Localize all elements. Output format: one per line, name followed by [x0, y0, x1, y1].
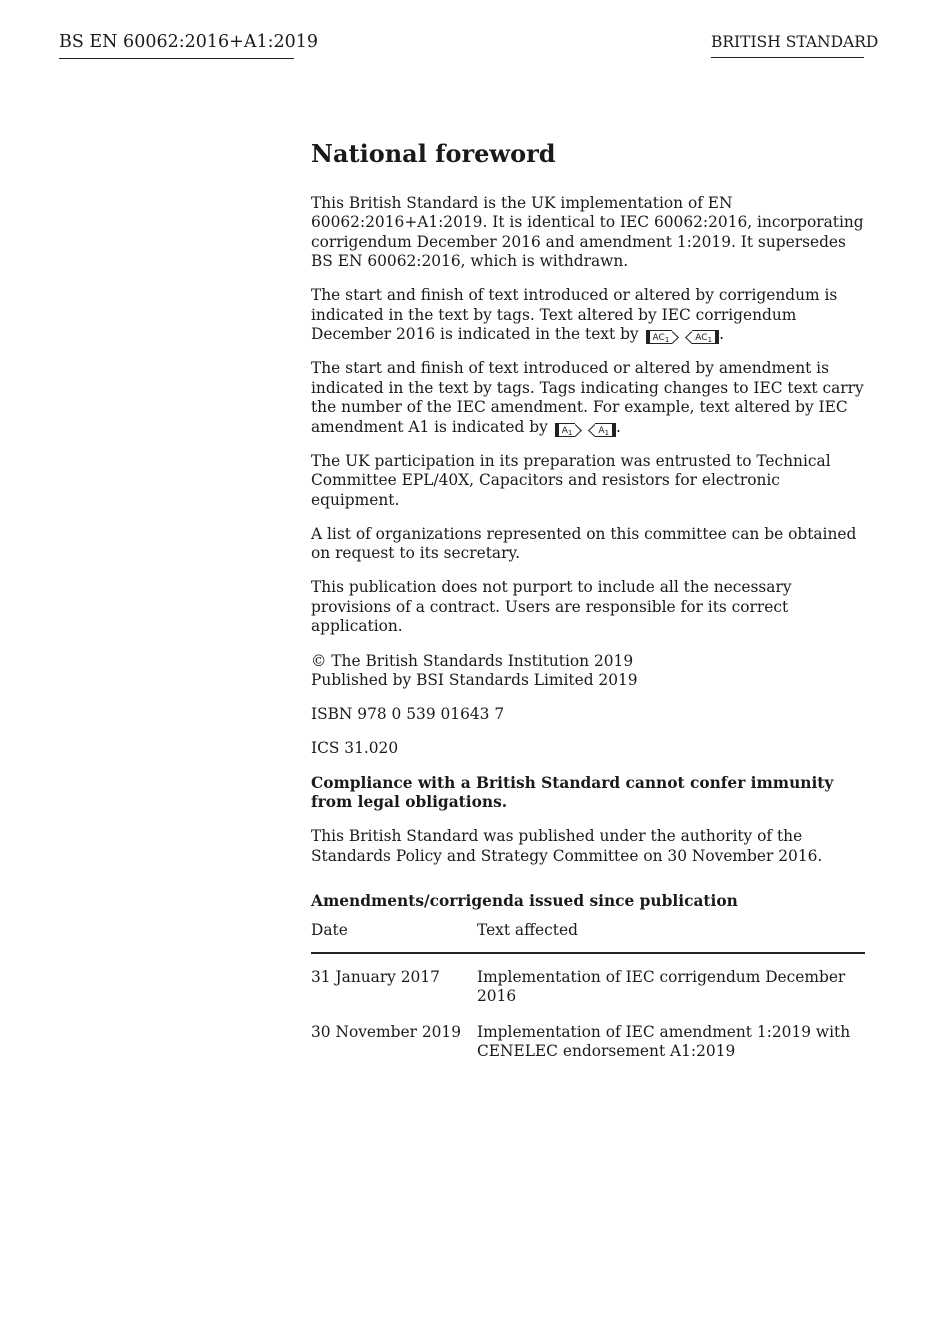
amendment-open-tag-icon: $A_1$	[555, 423, 576, 437]
provisions-paragraph: This publication does not purport to include all the necessary provisions of a contract. Users are responsible for its correct application.	[311, 578, 792, 636]
compliance-notice: Compliance with a British Standard cannot confer immunity from legal obligations.	[311, 773, 834, 811]
publisher-line: Published by BSI Standards Limited 2019	[311, 670, 638, 689]
committee-paragraph: The UK participation in its preparation was entrusted to Technical Committee EPL/40X, Capacitors and resistors for electronic equipment.	[311, 451, 831, 509]
corrigendum-close-tag-icon: $AC_1$	[692, 330, 719, 344]
amendment-text: The start and finish of text introduced or altered by amendment is indicated in the text by tags. Tags indicating changes to IEC text carry the number of the IEC amendment. For example, text altered by IEC amendment A1 is indicated by	[311, 359, 864, 436]
column-header-text-affected: Text affected	[477, 921, 865, 952]
table-row	[311, 953, 865, 1007]
header-designation: BS EN 60062:2016+A1:2019	[59, 31, 294, 59]
isbn: ISBN 978 0 539 01643 7	[311, 705, 505, 724]
organizations-paragraph: A list of organizations represented on this committee can be obtained on request to its secretary.	[311, 524, 857, 563]
corrigendum-paragraph: The start and finish of text introduced or altered by corrigendum is indicated in the text by tags. Text altered by IEC corrigendum December 2016 is indicated in the text by $AC_1$ $AC_1$ .	[311, 286, 838, 345]
ics: ICS 31.020	[311, 739, 399, 758]
page-title: National foreword	[311, 139, 556, 168]
amendment-text-affected: Implementation of IEC amendment 1:2019 with CENELEC endorsement A1:2019	[477, 1022, 851, 1060]
copyright-line: © The British Standards Institution 2019	[311, 651, 634, 670]
copyright-block	[311, 652, 865, 691]
authority-paragraph: This British Standard was published under the authority of the Standards Policy and Strategy Committee on 30 November 2016.	[311, 827, 823, 865]
amendments-table	[311, 921, 865, 1061]
table-row	[311, 1007, 865, 1062]
amendment-date: 31 January 2017	[311, 967, 440, 986]
foreword-section	[311, 138, 865, 1061]
header-label: BRITISH STANDARD	[711, 32, 864, 58]
amendments-title: Amendments/corrigenda issued since publication	[311, 891, 738, 910]
table-header-row	[311, 921, 865, 952]
corrigendum-open-tag-icon: $AC_1$	[646, 330, 673, 344]
column-header-date: Date	[311, 921, 477, 952]
corrigendum-text: The start and finish of text introduced or altered by corrigendum is indicated in the text by tags. Text altered by IEC corrigendum December 2016 is indicated in the text by	[311, 286, 838, 344]
amendment-close-tag-icon: $A_1$	[595, 423, 616, 437]
amendment-paragraph: The start and finish of text introduced or altered by amendment is indicated in the text by tags. Tags indicating changes to IEC text carry the number of the IEC amendment. For example, text altered by IEC amendment A1 is indicated by $A_1$ $A_1$ .	[311, 359, 864, 437]
intro-paragraph: This British Standard is the UK implementation of EN 60062:2016+A1:2019. It is identical to IEC 60062:2016, incorporating corrigendum December 2016 and amendment 1:2019. It supersedes BS EN 60062:2016, which is withdrawn.	[311, 194, 864, 271]
amendment-text-affected: Implementation of IEC corrigendum December 2016	[477, 967, 846, 1006]
amendment-date: 30 November 2019	[311, 1022, 461, 1041]
